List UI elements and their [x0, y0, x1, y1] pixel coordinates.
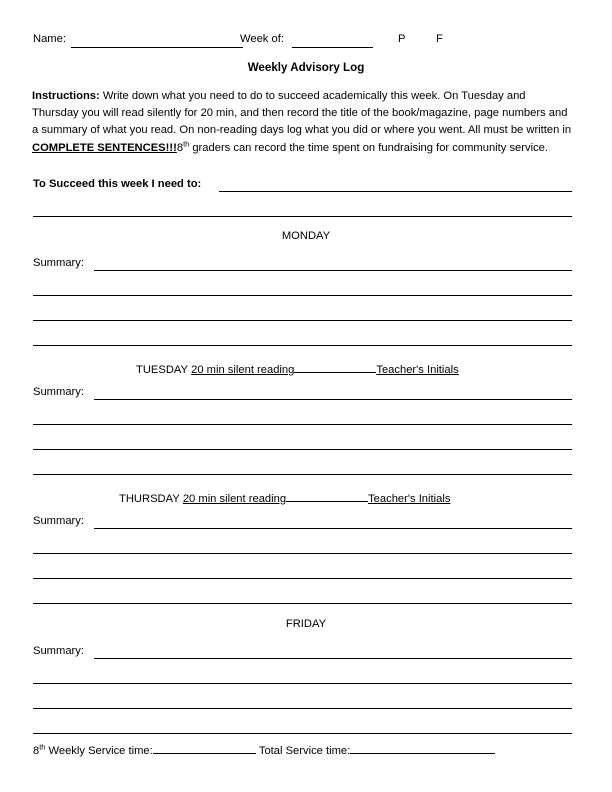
thursday-initials-label: Teacher's Initials: [368, 493, 451, 505]
absent-mark-label[interactable]: F: [436, 33, 443, 45]
tuesday-line-2[interactable]: [33, 424, 572, 425]
thursday-line-1[interactable]: [94, 528, 572, 529]
thursday-line-2[interactable]: [33, 553, 572, 554]
tuesday-reading-label: 20 min silent reading: [191, 364, 295, 376]
footer-service-row: [33, 742, 495, 757]
tuesday-line-1[interactable]: [94, 399, 572, 400]
monday-line-3[interactable]: [33, 320, 572, 321]
instructions-text-1: Write down what you need to do to succeed academically this week. On Tuesday and Thursday you will read silently for 20 min, and then record the title of the book/magazine, page numbers and a summary of what you read. On non-reading days log what you did or where you went. All must be written in: [32, 90, 572, 137]
tuesday-line-4[interactable]: [33, 474, 572, 475]
thursday-line-4[interactable]: [33, 603, 572, 604]
summary-label-thursday: Summary:: [33, 515, 84, 527]
name-label: Name:: [33, 33, 66, 45]
monday-line-1[interactable]: [94, 270, 572, 271]
instructions-emphasis: COMPLETE SENTENCES!!!: [32, 141, 177, 154]
goal-blank-line-1[interactable]: [219, 191, 572, 192]
tuesday-day-label: TUESDAY: [136, 364, 189, 376]
instructions-grade-number: 8: [176, 141, 184, 154]
instructions-grade-suffix: th: [183, 138, 190, 148]
friday-line-1[interactable]: [94, 658, 572, 659]
friday-line-3[interactable]: [33, 708, 572, 709]
summary-label-tuesday: Summary:: [33, 386, 84, 398]
section-heading-tuesday: [136, 360, 459, 376]
instructions-text-2: graders can record the time spent on fundraising for community service.: [189, 141, 549, 154]
footer-grade-suffix: th: [39, 742, 46, 752]
section-heading-monday: MONDAY: [281, 230, 331, 242]
name-blank-field[interactable]: [71, 35, 243, 53]
instructions-paragraph: [32, 88, 574, 157]
summary-label-friday: Summary:: [33, 645, 84, 657]
week-of-blank-field[interactable]: [292, 35, 373, 53]
monday-line-4[interactable]: [33, 345, 572, 346]
monday-line-2[interactable]: [33, 295, 572, 296]
total-service-blank[interactable]: [350, 742, 495, 754]
weekly-service-label: Weekly Service time:: [45, 745, 153, 757]
present-mark-label[interactable]: P: [398, 33, 406, 45]
week-of-label: Week of:: [240, 33, 284, 45]
weekly-service-blank[interactable]: [153, 742, 256, 754]
header-row: [33, 34, 579, 50]
friday-line-2[interactable]: [33, 683, 572, 684]
thursday-reading-label: 20 min silent reading: [182, 493, 287, 505]
tuesday-initials-blank[interactable]: [294, 360, 376, 373]
tuesday-line-3[interactable]: [33, 449, 572, 450]
thursday-line-3[interactable]: [33, 578, 572, 579]
instructions-label: Instructions:: [32, 90, 100, 102]
goal-label: To Succeed this week I need to:: [33, 178, 202, 190]
friday-line-4[interactable]: [33, 733, 572, 734]
summary-label-monday: Summary:: [33, 257, 84, 269]
thursday-initials-blank[interactable]: [286, 489, 368, 502]
section-heading-friday: FRIDAY: [285, 618, 327, 630]
total-service-label: Total Service time:: [258, 745, 351, 757]
footer-grade-number: 8: [33, 745, 40, 757]
section-heading-thursday: [119, 489, 450, 505]
goal-blank-line-2[interactable]: [33, 216, 572, 217]
tuesday-initials-label: Teacher's Initials: [376, 364, 459, 376]
thursday-day-label: THURSDAY: [119, 493, 180, 505]
page-title: Weekly Advisory Log: [247, 61, 365, 74]
